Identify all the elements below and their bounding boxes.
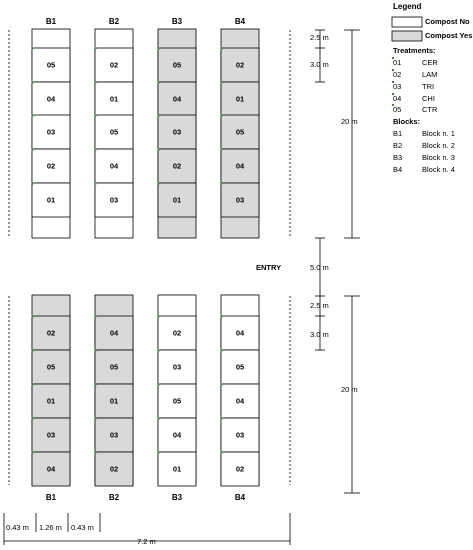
- plot-marker: [221, 115, 223, 117]
- plot-marker: [32, 316, 34, 318]
- plot-cell-label: 01: [172, 464, 182, 474]
- plot-marker: [95, 48, 97, 50]
- legend-treatment-code: 05: [393, 105, 402, 114]
- plot-cell-label: 03: [235, 195, 245, 205]
- plot-marker: [158, 452, 160, 454]
- plot-marker: [158, 183, 160, 185]
- legend-block-code: B2: [393, 141, 403, 150]
- block-label: B4: [234, 17, 246, 26]
- plot-marker: [158, 316, 160, 318]
- legend-compost-no-label: Compost No: [425, 17, 470, 26]
- plot-cell-label: 01: [109, 94, 119, 104]
- plot-cell-label: 04: [109, 161, 119, 171]
- plot-cell-label: 05: [172, 60, 182, 70]
- plot-marker: [221, 149, 223, 151]
- plot-marker: [32, 183, 34, 185]
- block-label: B2: [108, 493, 120, 502]
- plot-cell-label: 01: [235, 94, 245, 104]
- plot-cell-label: 03: [235, 430, 245, 440]
- legend-treatment-name: CER: [422, 58, 438, 67]
- block-label: B4: [234, 493, 246, 502]
- plot-cell-label: 02: [46, 328, 56, 338]
- plot-marker: [95, 183, 97, 185]
- block-label: B2: [108, 17, 120, 26]
- legend-block-code: B1: [393, 129, 403, 138]
- block-label: B1: [45, 493, 57, 502]
- plot-marker: [158, 149, 160, 151]
- plot-marker: [95, 316, 97, 318]
- legend-treatment-code: 03: [393, 82, 402, 91]
- plot-marker: [221, 452, 223, 454]
- plot-cell-label: 02: [172, 161, 182, 171]
- legend-treatment-name: CHI: [422, 94, 435, 103]
- legend-blocks-title: Blocks:: [393, 117, 421, 126]
- legend-block-name: Block n. 3: [422, 153, 455, 162]
- legend-treatment-name: LAM: [422, 70, 438, 79]
- legend-treatment-name: CTR: [422, 105, 438, 114]
- plot-cell-label: 02: [235, 464, 245, 474]
- plot-cell-label: 05: [46, 362, 56, 372]
- plot-marker: [158, 350, 160, 352]
- plot-cell-label: 04: [46, 464, 56, 474]
- dim-width-mid: 1.26 m: [39, 523, 62, 532]
- dim-top-plot-a: 2.5 m: [310, 33, 329, 42]
- plot-cell-label: 04: [235, 161, 245, 171]
- plot-marker: [95, 149, 97, 151]
- block-label: B3: [171, 17, 183, 26]
- plot-marker: [158, 384, 160, 386]
- plot-marker: [32, 384, 34, 386]
- plot-marker: [158, 115, 160, 117]
- plot-cell-label: 03: [109, 430, 119, 440]
- plot-marker: [95, 82, 97, 84]
- legend-treatment-code: 01: [393, 58, 402, 67]
- legend-treatment-name: TRI: [422, 82, 435, 91]
- plot-marker: [158, 82, 160, 84]
- plot-marker: [95, 350, 97, 352]
- legend-compost-no-swatch: [392, 17, 422, 27]
- plot-cell-label: 02: [46, 161, 56, 171]
- plot-marker: [221, 183, 223, 185]
- plot-cell-label: 03: [109, 195, 119, 205]
- legend-title: Legend: [393, 2, 422, 11]
- plot-marker: [221, 316, 223, 318]
- dim-entry-gap: 5.0 m: [310, 263, 329, 272]
- plot-cell-label: 04: [235, 328, 245, 338]
- plot-marker: [221, 350, 223, 352]
- dim-top-plot-b: 3.0 m: [310, 60, 329, 69]
- legend-compost-yes-swatch: [392, 31, 422, 41]
- plot-cell-label: 05: [235, 362, 245, 372]
- plot-cell-label: 04: [109, 328, 119, 338]
- dim-top-total: 20 m: [341, 117, 358, 126]
- plot-cell-label: 04: [46, 94, 56, 104]
- plot-marker: [32, 452, 34, 454]
- plot-marker: [95, 115, 97, 117]
- plot-cell-label: 05: [235, 127, 245, 137]
- plot-marker: [32, 82, 34, 84]
- plot-cell-label: 03: [46, 127, 56, 137]
- dim-bottom-total: 20 m: [341, 385, 358, 394]
- dim-bottom-plot-a: 2.5 m: [310, 301, 329, 310]
- plot-cell-label: 05: [109, 362, 119, 372]
- plot-marker: [32, 418, 34, 420]
- plot-cell-label: 02: [109, 60, 119, 70]
- dim-width-left: 0.43 m: [6, 523, 29, 532]
- plot-cell-label: 03: [172, 127, 182, 137]
- legend-treatment-code: 02: [393, 70, 402, 79]
- plot-marker: [32, 350, 34, 352]
- plot-marker: [221, 82, 223, 84]
- dim-width-total: 7.2 m: [137, 537, 156, 546]
- plot-cell-label: 02: [109, 464, 119, 474]
- plot-marker: [221, 418, 223, 420]
- plot-cell-label: 02: [172, 328, 182, 338]
- legend-block-code: B3: [393, 153, 403, 162]
- plot-marker: [32, 48, 34, 50]
- legend-treatments-title: Treatments:: [393, 46, 436, 55]
- legend-compost-yes-label: Compost Yes: [425, 31, 473, 40]
- block-label: B1: [45, 17, 57, 26]
- plot-cell-label: 04: [172, 430, 182, 440]
- plot-cell-label: 01: [46, 195, 56, 205]
- plot-cell-label: 01: [172, 195, 182, 205]
- block-label: B3: [171, 493, 183, 502]
- plot-marker: [221, 48, 223, 50]
- plot-marker: [95, 384, 97, 386]
- plot-marker: [158, 48, 160, 50]
- plot-cell-label: 01: [46, 396, 56, 406]
- plot-marker: [95, 452, 97, 454]
- plot-cell-label: 01: [109, 396, 119, 406]
- plot-cell-label: 05: [172, 396, 182, 406]
- dim-width-right: 0.43 m: [71, 523, 94, 532]
- plot-marker: [221, 384, 223, 386]
- legend-block-code: B4: [393, 165, 403, 174]
- legend-block-name: Block n. 1: [422, 129, 455, 138]
- plot-marker: [158, 418, 160, 420]
- plot-cell-label: 05: [46, 60, 56, 70]
- plot-marker: [32, 115, 34, 117]
- plot-marker: [95, 418, 97, 420]
- plot-cell-label: 04: [235, 396, 245, 406]
- legend-block-name: Block n. 2: [422, 141, 455, 150]
- plot-cell-label: 02: [235, 60, 245, 70]
- legend-block-name: Block n. 4: [422, 165, 455, 174]
- plot-cell-label: 03: [46, 430, 56, 440]
- plot-cell-label: 05: [109, 127, 119, 137]
- dim-bottom-plot-b: 3.0 m: [310, 330, 329, 339]
- plot-cell-label: 04: [172, 94, 182, 104]
- legend-treatment-code: 04: [393, 94, 402, 103]
- entry-label: ENTRY: [256, 263, 282, 272]
- plot-cell-label: 03: [172, 362, 182, 372]
- plot-marker: [32, 149, 34, 151]
